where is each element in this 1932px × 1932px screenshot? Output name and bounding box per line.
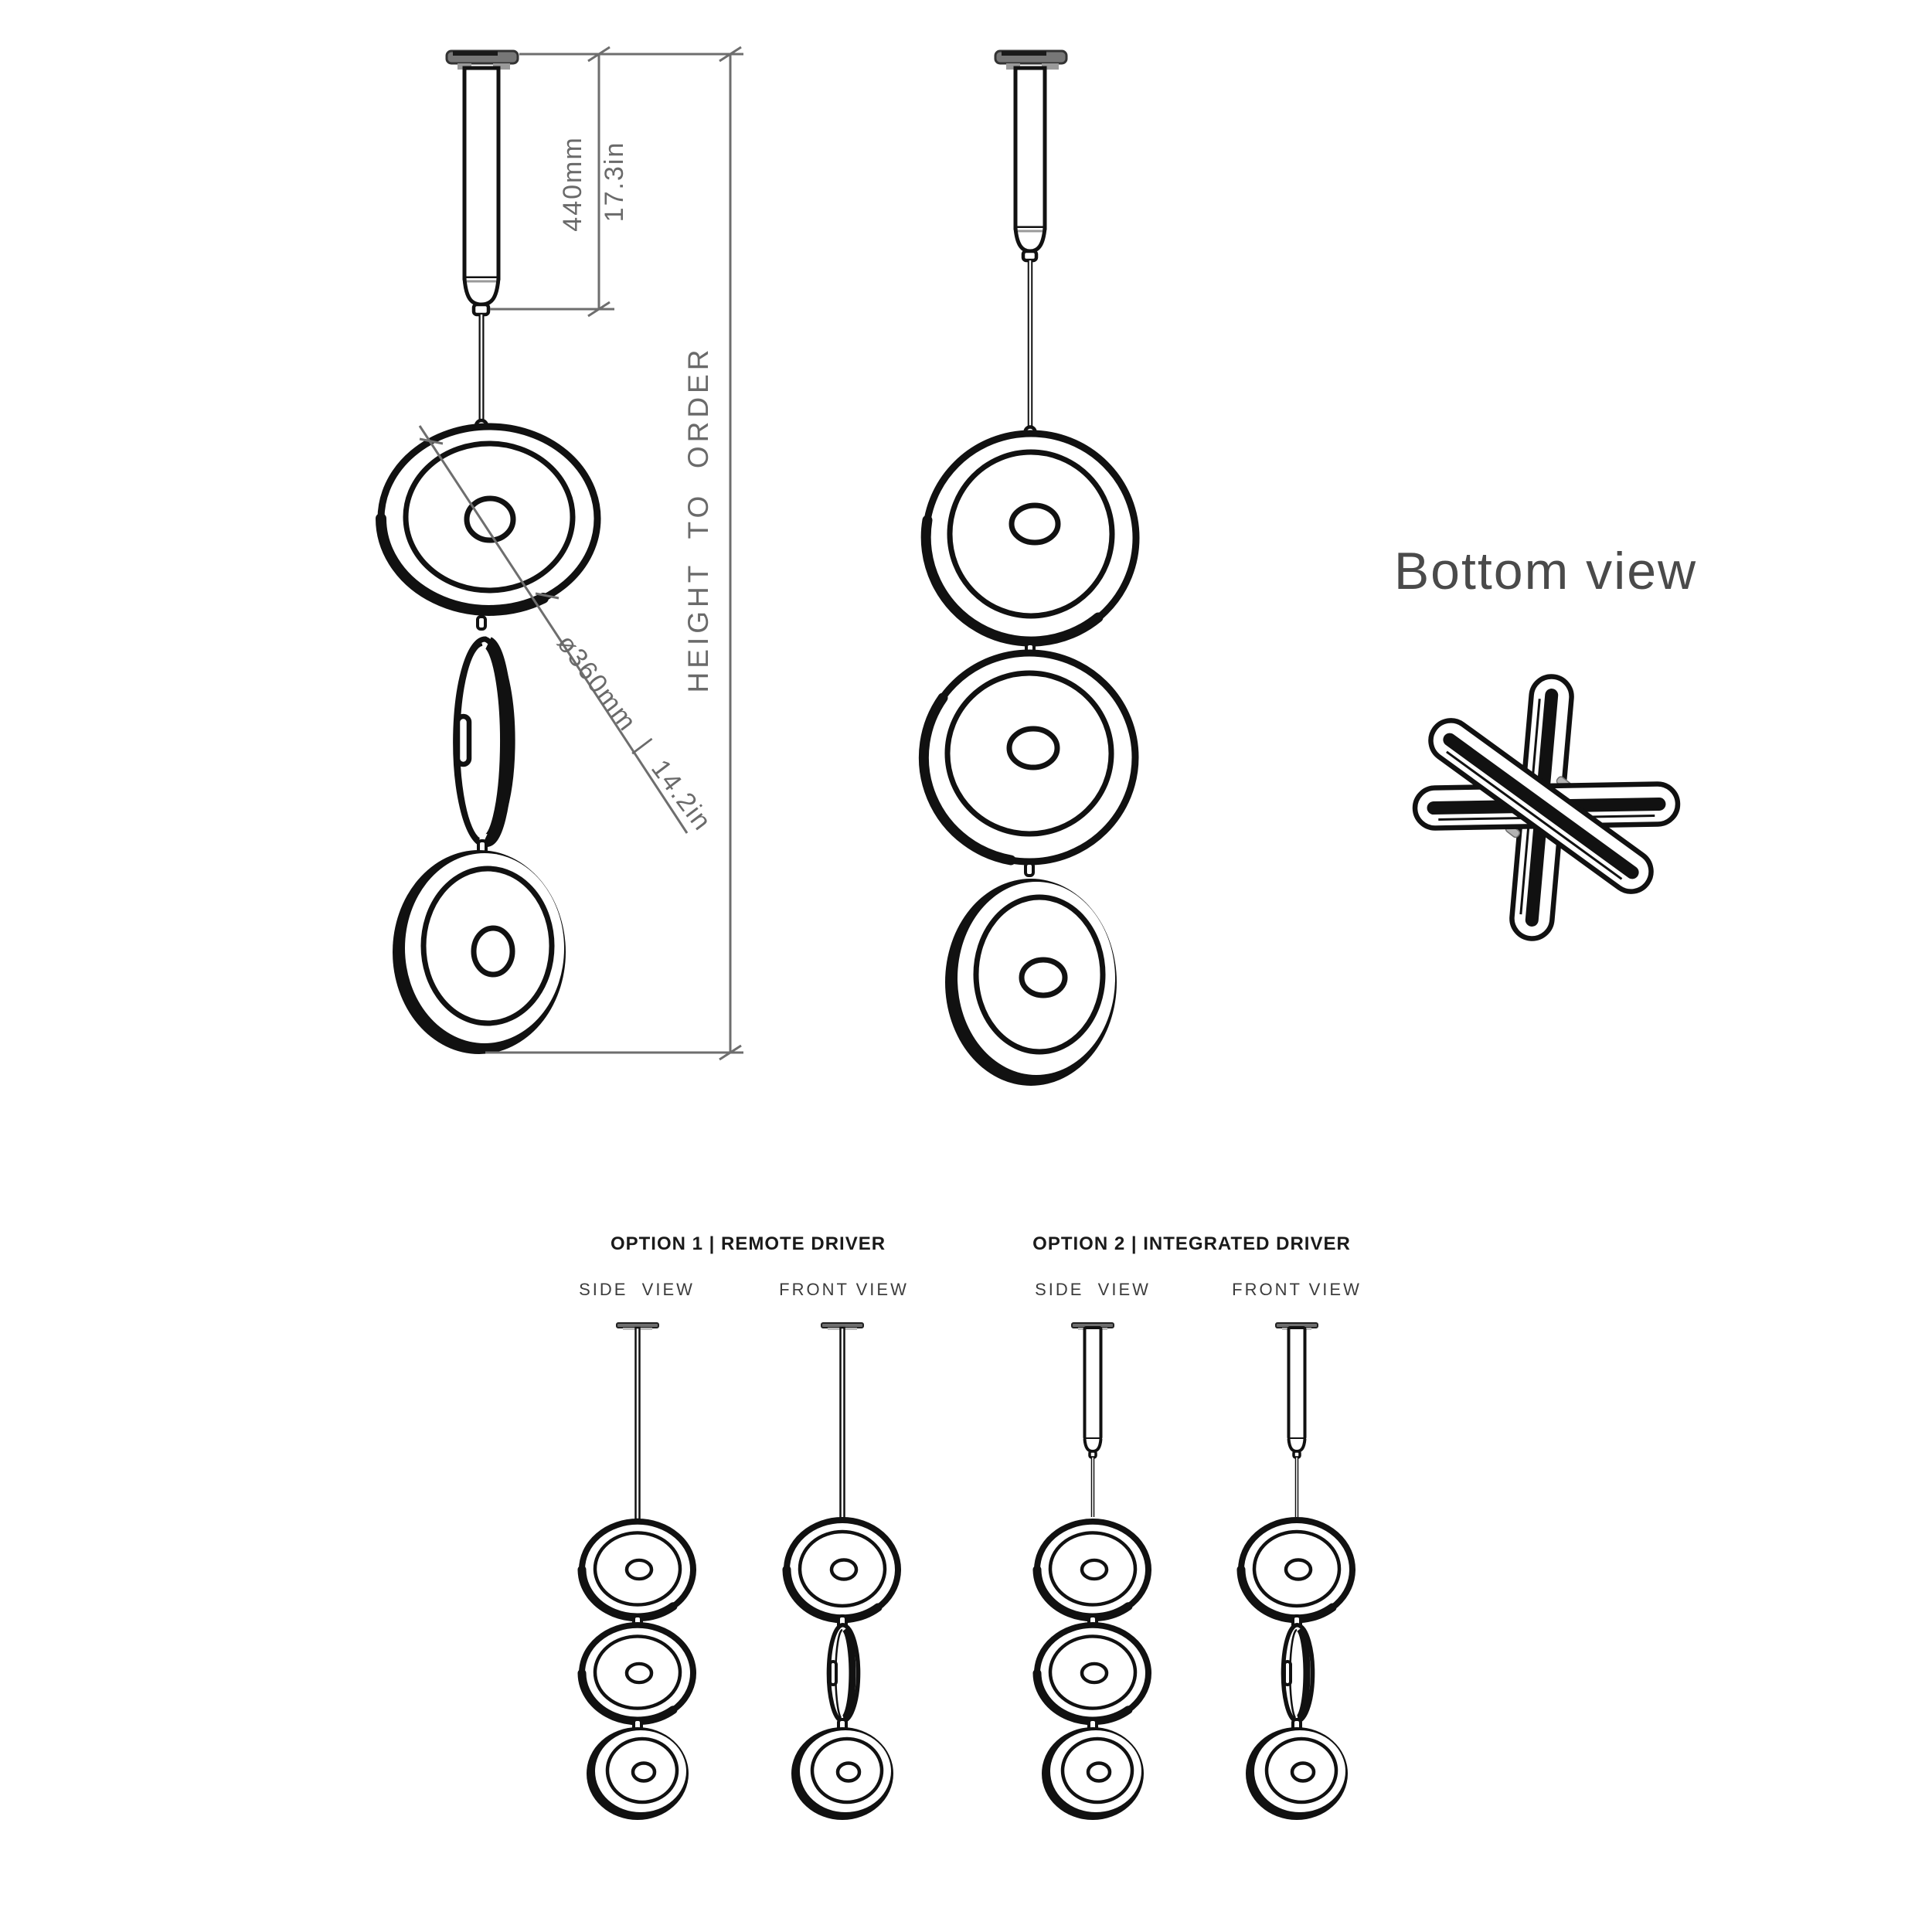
disc-3	[587, 1727, 689, 1820]
option2-front-view-label: FRONT VIEW	[1232, 1280, 1362, 1299]
disc-2	[1037, 1625, 1148, 1721]
disc-3-face	[393, 850, 566, 1054]
pendant-small-option1-front	[787, 1323, 898, 1820]
pendant-small-option2-side	[1037, 1323, 1148, 1820]
stem-rod	[841, 1328, 845, 1519]
disc-2-edge	[456, 639, 512, 844]
dim-drop-in-label: 17.3in	[600, 141, 629, 223]
disc-3	[1042, 1727, 1144, 1820]
disc-1	[787, 1520, 898, 1619]
disc-3	[791, 1727, 893, 1820]
disc-1	[582, 1522, 693, 1617]
bottom-view-heading: Bottom view	[1393, 542, 1698, 600]
dimension-drop-length	[490, 47, 743, 316]
option1-side-view-label: SIDE VIEW	[579, 1280, 695, 1299]
pendant-small-option1-side	[582, 1323, 693, 1820]
option2-title: OPTION 2 | INTEGRATED DRIVER	[1032, 1233, 1351, 1254]
option1-title: OPTION 1 | REMOTE DRIVER	[610, 1233, 886, 1254]
option2-side-view-label: SIDE VIEW	[1035, 1280, 1151, 1299]
disc-1	[1241, 1520, 1352, 1619]
disc-3	[1246, 1727, 1348, 1820]
driver-housing	[1085, 1328, 1101, 1458]
disc-2	[582, 1625, 693, 1721]
disc-1-face	[926, 434, 1136, 642]
stem-rod	[636, 1328, 640, 1519]
disc-slot	[457, 716, 469, 764]
disc-2-face	[923, 653, 1135, 862]
disc-1	[1037, 1522, 1148, 1617]
disc-2-edge	[1283, 1625, 1312, 1721]
driver-housing	[464, 68, 498, 315]
driver-housing	[1015, 68, 1045, 260]
option1-front-view-label: FRONT VIEW	[779, 1280, 909, 1299]
disc-3-face	[945, 879, 1117, 1086]
dim-drop-mm-label: 440mm	[558, 136, 587, 232]
disc-hub	[474, 928, 512, 975]
disc-hub	[1022, 960, 1065, 995]
driver-housing	[1289, 1328, 1305, 1458]
disc-connector	[478, 617, 485, 629]
suspension-cable	[1026, 260, 1036, 437]
pendant-small-option2-front	[1241, 1323, 1352, 1820]
bottom-view-cross	[1415, 675, 1679, 940]
dim-height-label: HEIGHT TO ORDER	[682, 345, 714, 693]
disc-2-edge	[828, 1625, 858, 1721]
dim-diameter-label: ø360mm | 14.2in	[551, 629, 718, 837]
pendant-large-front-view	[923, 51, 1136, 1086]
suspension-cable	[476, 315, 487, 431]
disc-1-face	[381, 427, 597, 611]
disc-connector	[1026, 863, 1033, 876]
